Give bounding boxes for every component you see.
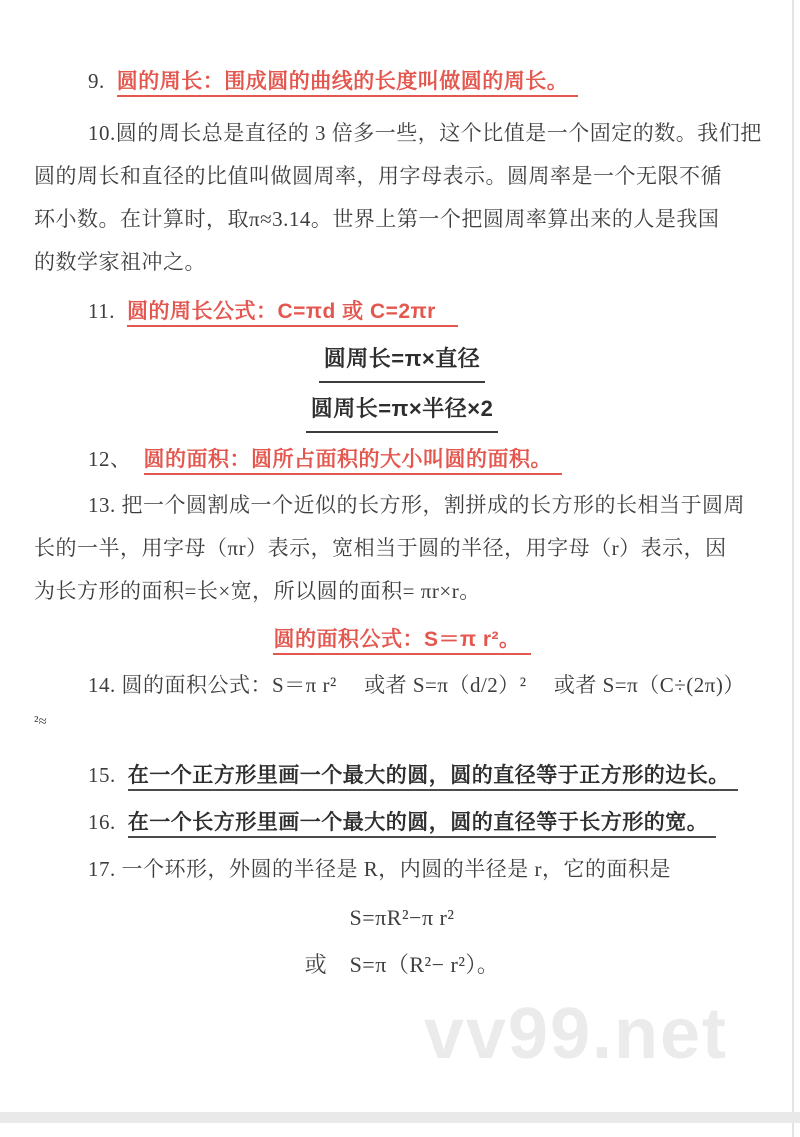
paragraph-14: [34, 664, 770, 735]
paragraph-14-line-2: ²≈: [34, 714, 47, 730]
list-item-16: [34, 801, 770, 844]
watermark: vv99.net: [423, 994, 728, 1074]
formula-circumference-diameter: 圆周长=π×直径: [319, 337, 486, 383]
list-item-12: [34, 438, 770, 481]
list-item-11: [34, 290, 770, 333]
item-15-number: 15.: [88, 763, 116, 787]
list-item-9: [34, 60, 770, 103]
formula-circumference-radius: 圆周长=π×半径×2: [306, 387, 499, 433]
page-edge-line: [792, 0, 794, 1137]
formula-area-title: 圆的面积公式：S＝π r²。: [273, 628, 530, 655]
item-12-heading: 圆的面积：圆所占面积的大小叫圆的面积。: [144, 448, 563, 475]
formula-ring-area-1: S=πR²−π r²: [349, 905, 455, 930]
item-15-text: 在一个正方形里画一个最大的圆，圆的直径等于正方形的边长。: [128, 764, 738, 791]
page-content: [34, 0, 770, 986]
paragraph-10-line-4: 的数学家祖冲之。: [34, 250, 206, 274]
paragraph-14-line-1: 14. 圆的面积公式：S＝π r² 或者 S=π（d/2）² 或者 S=π（C÷(2π)）: [88, 673, 745, 697]
item-12-number: 12、: [88, 447, 132, 471]
page-break-band: [0, 1112, 800, 1123]
paragraph-10-line-1: 10.圆的周长总是直径的 3 倍多一些，这个比值是一个固定的数。我们把: [88, 121, 762, 145]
item-11-heading: 圆的周长公式：C=πd 或 C=2πr: [127, 300, 458, 327]
paragraph-13-line-3: 为长方形的面积=长×宽，所以圆的面积= πr×r。: [34, 579, 481, 603]
item-11-number: 11.: [88, 299, 115, 323]
item-16-number: 16.: [88, 810, 116, 834]
formula-area-title-row: [34, 618, 770, 661]
paragraph-10-line-2: 圆的周长和直径的比值叫做圆周率，用字母表示。圆周率是一个无限不循: [34, 164, 722, 188]
paragraph-17: 17. 一个环形，外圆的半径是 R，内圆的半径是 r，它的面积是: [88, 857, 671, 881]
list-item-15: [34, 754, 770, 797]
paragraph-10: [34, 112, 770, 284]
paragraph-10-line-3: 环小数。在计算时，取π≈3.14。世界上第一个把圆周率算出来的人是我国: [34, 207, 720, 231]
item-9-heading: 圆的周长：围成圆的曲线的长度叫做圆的周长。: [117, 70, 579, 97]
paragraph-13-line-2: 长的一半，用字母（πr）表示，宽相当于圆的半径，用字母（r）表示，因: [34, 536, 727, 560]
paragraph-13: [34, 484, 770, 613]
formula-circumference-diameter-row: [34, 337, 770, 383]
formula-ring-area-2: 或 S=π（R²− r²）。: [304, 952, 500, 977]
paragraph-13-line-1: 13. 把一个圆割成一个近似的长方形，割拼成的长方形的长相当于圆周: [88, 493, 745, 517]
item-9-number: 9.: [88, 69, 105, 93]
formula-circumference-radius-row: [34, 387, 770, 433]
item-16-text: 在一个长方形里画一个最大的圆，圆的直径等于长方形的宽。: [128, 811, 717, 838]
